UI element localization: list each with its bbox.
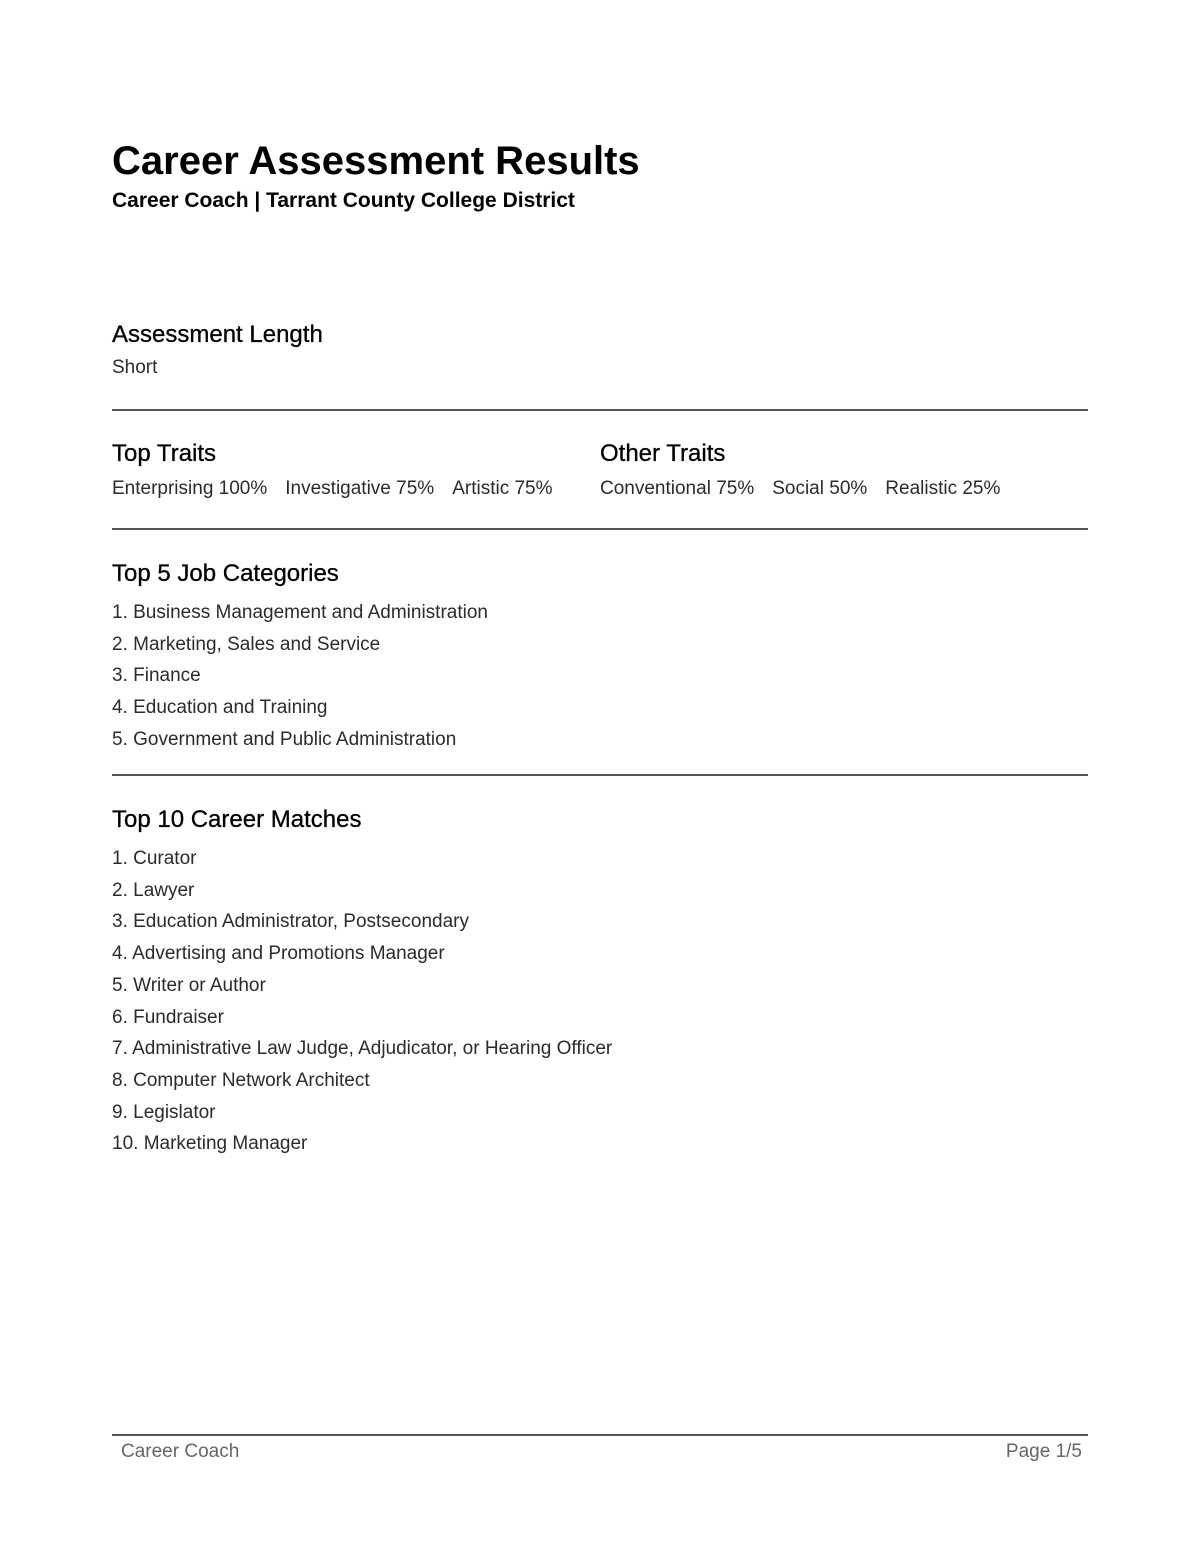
career-matches-list <box>112 843 612 1160</box>
assessment-length-value: Short <box>112 357 158 378</box>
list-item: 10. Marketing Manager <box>112 1133 308 1155</box>
list-item: 8. Computer Network Architect <box>112 1069 370 1091</box>
section-divider <box>112 409 1088 411</box>
list-item: 9. Legislator <box>112 1101 216 1123</box>
top-traits-list <box>112 477 553 501</box>
career-matches-section <box>112 805 612 1160</box>
section-divider <box>112 528 1088 530</box>
assessment-length-heading: Assessment Length <box>112 321 323 348</box>
page-subtitle: Career Coach | Tarrant County College District <box>112 189 575 212</box>
list-item: 2. Marketing, Sales and Service <box>112 633 381 655</box>
list-item: 3. Finance <box>112 665 201 687</box>
job-categories-list <box>112 597 488 756</box>
section-divider <box>112 774 1088 776</box>
trait-item: Enterprising 100% <box>112 478 268 499</box>
list-item: 6. Fundraiser <box>112 1006 224 1028</box>
list-item: 5. Writer or Author <box>112 974 266 996</box>
trait-item: Artistic 75% <box>452 478 553 499</box>
list-item: 4. Education and Training <box>112 697 328 719</box>
trait-item: Realistic 25% <box>885 478 1001 499</box>
job-categories-heading: Top 5 Job Categories <box>112 560 339 587</box>
list-item: 1. Curator <box>112 848 197 869</box>
job-categories-section <box>112 559 488 756</box>
list-item: 2. Lawyer <box>112 879 195 901</box>
document-page <box>112 0 1088 1553</box>
footer-app-name: Career Coach <box>121 1441 240 1462</box>
top-traits-heading: Top Traits <box>112 440 217 467</box>
list-item: 1. Business Management and Administration <box>112 602 488 623</box>
list-item: 5. Government and Public Administration <box>112 728 457 750</box>
trait-item: Social 50% <box>772 478 868 499</box>
other-traits-section <box>600 439 1000 501</box>
page-number: Page 1/5 <box>1005 1441 1082 1462</box>
page-title: Career Assessment Results <box>112 139 640 183</box>
footer-divider <box>112 1434 1088 1436</box>
list-item: 3. Education Administrator, Postsecondary <box>112 911 469 933</box>
list-item: 7. Administrative Law Judge, Adjudicator, or Hearing Officer <box>112 1038 613 1060</box>
other-traits-list <box>600 477 1000 501</box>
list-item: 4. Advertising and Promotions Manager <box>112 943 445 965</box>
trait-item: Conventional 75% <box>600 478 755 499</box>
career-matches-heading: Top 10 Career Matches <box>112 806 362 833</box>
other-traits-heading: Other Traits <box>600 440 726 467</box>
trait-item: Investigative 75% <box>285 478 435 499</box>
top-traits-section <box>112 439 553 501</box>
assessment-length-section <box>112 320 323 380</box>
